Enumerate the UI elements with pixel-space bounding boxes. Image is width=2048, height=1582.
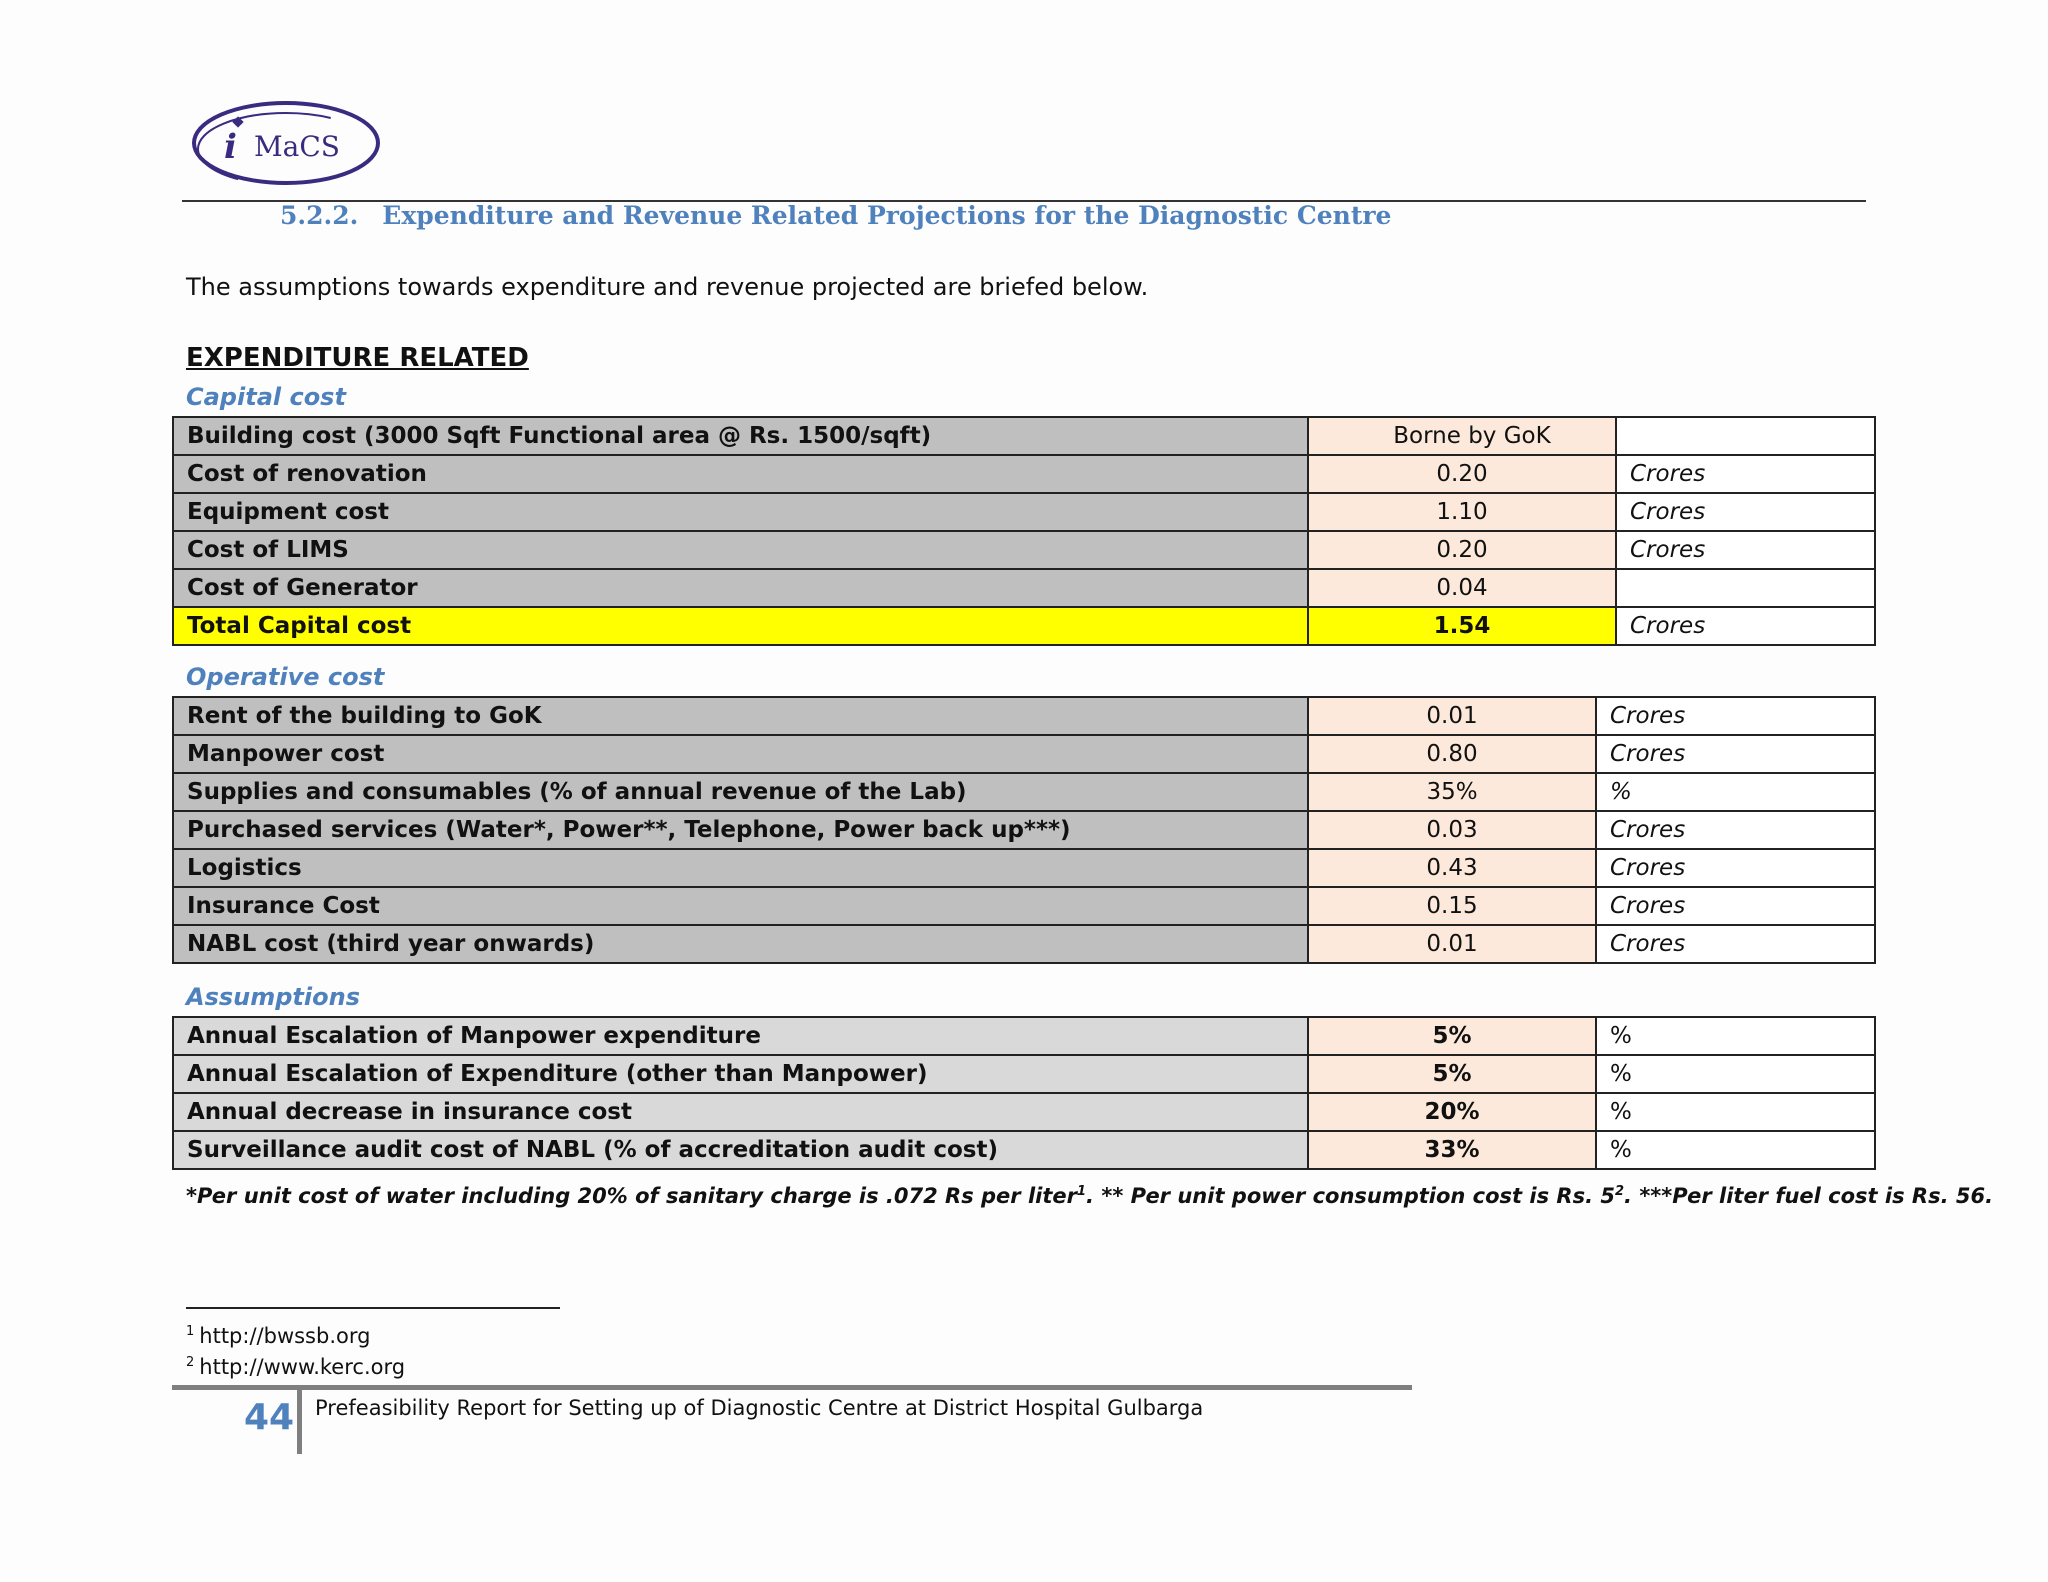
table-row [173, 531, 1875, 569]
row-value: 0.80 [1308, 735, 1596, 773]
row-label: Building cost (3000 Sqft Functional area @ Rs. 1500/sqft) [173, 417, 1308, 455]
row-label: Rent of the building to GoK [173, 697, 1308, 735]
row-label: NABL cost (third year onwards) [173, 925, 1308, 963]
row-label: Cost of Generator [173, 569, 1308, 607]
footnote-mark: 2 [186, 1355, 195, 1370]
table-row [173, 925, 1875, 963]
intro-paragraph: The assumptions towards expenditure and revenue projected are briefed below. [186, 273, 1149, 301]
footnote-ref-1[interactable]: 1 [1077, 1184, 1087, 1199]
cost-note-part2: . ** Per unit power consumption cost is Rs. 5 [1086, 1184, 1615, 1208]
footnote-2 [186, 1355, 405, 1379]
table-row [173, 1017, 1875, 1055]
row-label: Annual Escalation of Manpower expenditure [173, 1017, 1308, 1055]
row-label: Purchased services (Water*, Power**, Telephone, Power back up***) [173, 811, 1308, 849]
row-value: 1.10 [1308, 493, 1616, 531]
table-row [173, 811, 1875, 849]
row-unit: Crores [1596, 811, 1875, 849]
expenditure-heading: EXPENDITURE RELATED [186, 343, 529, 373]
capital-cost-table [172, 416, 1876, 646]
row-unit: % [1596, 773, 1875, 811]
row-unit: % [1596, 1131, 1875, 1169]
row-value: 5% [1308, 1017, 1596, 1055]
total-row [173, 607, 1875, 645]
assumptions-heading: Assumptions [186, 983, 360, 1011]
row-unit: Crores [1616, 493, 1875, 531]
row-label: Cost of LIMS [173, 531, 1308, 569]
footnote-link[interactable]: http://bwssb.org [199, 1324, 371, 1348]
row-value: Borne by GoK [1308, 417, 1616, 455]
row-unit: % [1596, 1055, 1875, 1093]
row-label: Surveillance audit cost of NABL (% of accreditation audit cost) [173, 1131, 1308, 1169]
row-unit: Crores [1596, 925, 1875, 963]
row-label: Annual decrease in insurance cost [173, 1093, 1308, 1131]
section-title [280, 201, 1391, 230]
table-row [173, 455, 1875, 493]
row-unit: % [1596, 1093, 1875, 1131]
table-row [173, 1093, 1875, 1131]
row-label: Insurance Cost [173, 887, 1308, 925]
table-row [173, 417, 1875, 455]
row-unit: Crores [1596, 697, 1875, 735]
table-row [173, 569, 1875, 607]
row-unit: % [1596, 1017, 1875, 1055]
table-row [173, 697, 1875, 735]
svg-text:i: i [224, 127, 237, 167]
table-row [173, 773, 1875, 811]
row-value: 1.54 [1308, 607, 1616, 645]
row-value: 0.43 [1308, 849, 1596, 887]
cost-note [186, 1184, 1993, 1208]
table-row [173, 1055, 1875, 1093]
row-unit: Crores [1616, 455, 1875, 493]
row-label: Cost of renovation [173, 455, 1308, 493]
row-label: Logistics [173, 849, 1308, 887]
row-unit [1616, 417, 1875, 455]
row-value: 0.04 [1308, 569, 1616, 607]
section-number: 5.2.2. [280, 201, 359, 230]
row-unit: Crores [1596, 735, 1875, 773]
footer-rule [172, 1385, 1412, 1390]
section-title-text: Expenditure and Revenue Related Projections for the Diagnostic Centre [382, 201, 1392, 230]
row-value: 0.20 [1308, 531, 1616, 569]
footnote-1 [186, 1324, 370, 1348]
row-unit: Crores [1596, 849, 1875, 887]
row-unit: Crores [1616, 607, 1875, 645]
row-value: 0.03 [1308, 811, 1596, 849]
assumptions-table [172, 1016, 1876, 1170]
footer-divider [297, 1390, 302, 1454]
table-row [173, 849, 1875, 887]
row-value: 33% [1308, 1131, 1596, 1169]
row-unit: Crores [1616, 531, 1875, 569]
row-label: Annual Escalation of Expenditure (other than Manpower) [173, 1055, 1308, 1093]
row-value: 20% [1308, 1093, 1596, 1131]
cost-note-part3: . ***Per liter fuel cost is Rs. 56. [1624, 1184, 1994, 1208]
table-row [173, 887, 1875, 925]
table-row [173, 735, 1875, 773]
row-value: 0.01 [1308, 925, 1596, 963]
table-row [173, 1131, 1875, 1169]
row-value: 0.01 [1308, 697, 1596, 735]
page-number: 44 [244, 1397, 295, 1438]
row-label: Supplies and consumables (% of annual revenue of the Lab) [173, 773, 1308, 811]
footer-text: Prefeasibility Report for Setting up of Diagnostic Centre at District Hospital Gulbarga [315, 1396, 1204, 1420]
row-value: 0.15 [1308, 887, 1596, 925]
operative-cost-heading: Operative cost [186, 663, 385, 691]
table-row [173, 493, 1875, 531]
row-label: Manpower cost [173, 735, 1308, 773]
row-value: 0.20 [1308, 455, 1616, 493]
row-label: Total Capital cost [173, 607, 1308, 645]
row-unit: Crores [1596, 887, 1875, 925]
cost-note-part1: *Per unit cost of water including 20% of sanitary charge is .072 Rs per liter [186, 1184, 1077, 1208]
svg-text:MaCS: MaCS [254, 130, 340, 163]
row-unit [1616, 569, 1875, 607]
row-value: 35% [1308, 773, 1596, 811]
footnote-mark: 1 [186, 1324, 195, 1339]
imacs-logo [190, 96, 382, 190]
capital-cost-heading: Capital cost [186, 383, 346, 411]
row-label: Equipment cost [173, 493, 1308, 531]
operative-cost-table [172, 696, 1876, 964]
footnote-ref-2[interactable]: 2 [1614, 1184, 1625, 1199]
footnote-link[interactable]: http://www.kerc.org [199, 1355, 406, 1379]
row-value: 5% [1308, 1055, 1596, 1093]
footnote-separator [186, 1307, 560, 1309]
